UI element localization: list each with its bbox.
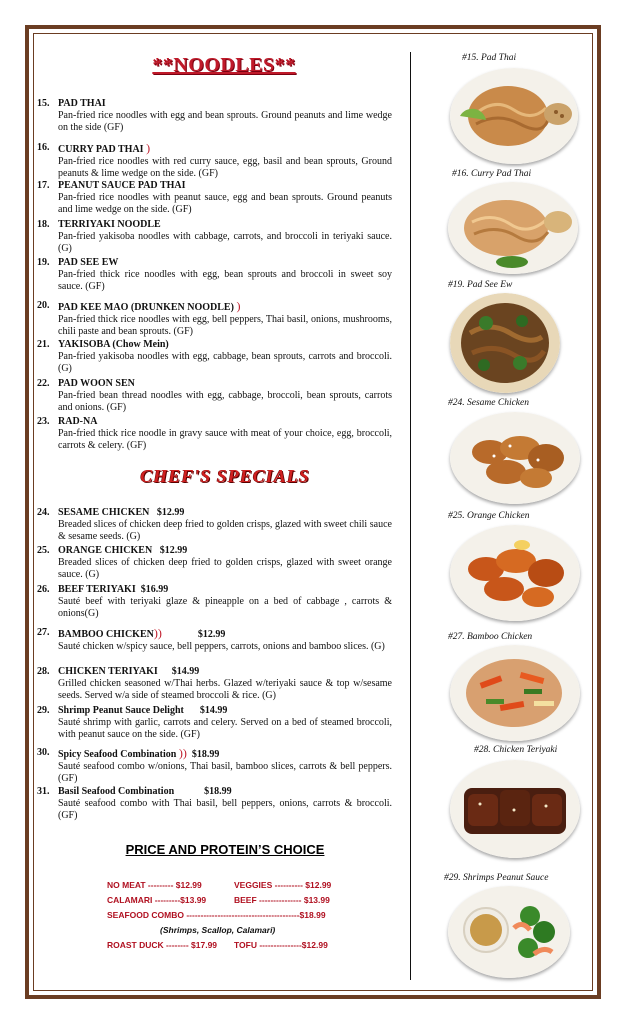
chili-pepper-icon: )): [178, 746, 187, 760]
menu-item-18: 18. TERRIYAKI NOODLE Pan-fried yakisoba noodles with cabbage, carrots, and broccoli in teriyaki sauce. (G): [37, 219, 392, 254]
item-description: Sauté chicken w/spicy sauce, bell peppers, carrots, onions and bamboo slices. (G): [58, 641, 385, 652]
price-heading: PRICE AND PROTEIN’S CHOICE: [125, 842, 325, 857]
price-roast-duck: ROAST DUCK -------- $17.99: [107, 940, 218, 950]
item-title: Basil Seafood Combination: [58, 786, 175, 797]
item-price: $14.99: [171, 666, 200, 677]
chefs-specials-heading: CHEF'S SPECIALS: [140, 466, 310, 486]
chicken-teriyaki-photo: [450, 760, 580, 858]
item-title: SESAME CHICKEN: [58, 507, 150, 518]
item-description: Pan-fried thick rice noodles with egg, bean sprouts and broccoli in sweet soy sauce. (GF): [58, 269, 392, 292]
noodles-heading: **NOODLES**: [152, 54, 296, 76]
price-beef: BEEF --------------- $13.99: [234, 895, 330, 905]
item-title: Spicy Seafood Combination: [58, 749, 177, 760]
item-description: Pan-fried rice noodles with egg and bean sprouts. Ground peanuts and lime wedge on the side (GF): [58, 110, 392, 133]
item-price: $18.99: [204, 786, 232, 797]
item-description: Pan-fried yakisoba noodles with cabbage, carrots, and broccoli in teriyaki sauce. (G): [58, 231, 392, 254]
menu-item-19: 19. PAD SEE EW Pan-fried thick rice noodles with egg, bean sprouts and broccoli in sweet soy sauce. (GF): [37, 257, 392, 292]
chili-pepper-icon: ): [236, 299, 241, 313]
price-no-meat: NO MEAT --------- $12.99: [107, 880, 202, 890]
item-description: Breaded slices of chicken deep fried to golden crisps, glazed with sweet chili sauce & sesame seeds. (G): [58, 519, 392, 542]
pad-see-ew-photo: [450, 293, 560, 393]
item-title: BEEF TERIYAKI: [58, 584, 136, 595]
menu-item-24: 24. SESAME CHICKEN $12.99 Breaded slices of chicken deep fried to golden crisps, glazed with sweet chili sauce & sesame seeds. (G): [37, 507, 392, 542]
menu-item-15: 15. PAD THAI Pan-fried rice noodles with egg and bean sprouts. Ground peanuts and lime wedge on the side (GF): [37, 98, 392, 133]
menu-item-17: 17. PEANUT SAUCE PAD THAI Pan-fried rice noodles with peanut sauce, egg and bean sprouts. Ground peanuts and lime wedge on the side. (GF): [37, 180, 392, 215]
item-description: Pan-fried rice noodles with peanut sauce, egg and bean sprouts. Ground peanuts and lime wedge on the side. (GF): [58, 192, 392, 215]
price-calamari: CALAMARI ---------$13.99: [107, 895, 207, 905]
item-description: Grilled chicken seasoned w/Thai herbs. Glazed w/teriyaki sauce & top w/sesame seeds. Served w/a side of steamed broccoli & rice. (G): [58, 678, 392, 701]
item-price: $12.99: [159, 545, 188, 556]
item-title: PAD WOON SEN: [58, 378, 135, 389]
chili-pepper-icon: ): [146, 141, 151, 155]
item-title: PAD SEE EW: [58, 257, 119, 268]
item-description: Sauté shrimp with garlic, carrots and celery. Served on a bed of steamed broccoli, with peanut sauce on the side. (GF): [58, 717, 392, 740]
item-price: $12.99: [197, 629, 226, 640]
curry-pad-thai-photo: [448, 182, 578, 274]
menu-item-27: 27. BAMBOO CHICKEN)) $12.99 Sauté chicken w/spicy sauce, bell peppers, carrots, onions and bamboo slices. (G): [37, 627, 392, 653]
menu-item-28: 28. CHICKEN TERIYAKI $14.99 Grilled chicken seasoned w/Thai herbs. Glazed w/teriyaki sauce & top w/sesame seeds. Served w/a side of steamed broccoli & rice. (G): [37, 666, 392, 701]
item-title: RAD-NA: [58, 416, 98, 427]
item-price: $18.99: [191, 749, 220, 760]
item-description: Pan-fried thick rice noodles with egg, bell peppers, Thai basil, onions, mushrooms, chili paste and bean sprouts. (GF): [58, 314, 392, 337]
bamboo-chicken-photo: [450, 645, 580, 741]
item-description: Pan-fried yakisoba noodles with egg, cabbage, bean sprouts, carrots and broccoli. (G): [58, 351, 392, 374]
item-title: PAD KEE MAO (DRUNKEN NOODLE): [58, 302, 234, 313]
column-divider: [410, 52, 411, 980]
menu-item-31: 31. Basil Seafood Combination $18.99 Sauté seafood combo with Thai basil, bell peppers, onions, carrots & broccoli. (GF): [37, 786, 392, 821]
item-price: $16.99: [140, 584, 169, 595]
menu-item-30: 30. Spicy Seafood Combination )) $18.99 Sauté seafood combo w/onions, Thai basil, bamboo slices, carrots & bell peppers. (GF): [37, 746, 392, 784]
item-description: Pan-fried rice noodles with red curry sauce, egg, basil and bean sprouts, Ground peanuts & lime wedge on the side. (GF): [58, 156, 392, 179]
item-description: Sauté beef with teriyaki glaze & pineapple on a bed of cabbage , carrots & onions(G): [58, 596, 392, 619]
menu-item-25: 25. ORANGE CHICKEN $12.99 Breaded slices of chicken deep fried to golden crisps, glazed with sweet orange sauce. (G): [37, 545, 392, 580]
item-title: CURRY PAD THAI: [58, 144, 144, 155]
item-title: BAMBOO CHICKEN: [58, 629, 154, 640]
chili-pepper-icon: )): [153, 626, 162, 640]
photo-caption: #16. Curry Pad Thai: [452, 169, 532, 179]
item-title: PAD THAI: [58, 98, 106, 109]
price-veggies: VEGGIES ---------- $12.99: [234, 880, 332, 890]
photo-caption: #24. Sesame Chicken: [448, 398, 529, 408]
item-price: $12.99: [156, 507, 185, 518]
menu-item-21: 21. YAKISOBA (Chow Mein) Pan-fried yakisoba noodles with egg, cabbage, bean sprouts, carrots and broccoli. (G): [37, 339, 392, 374]
item-title: TERRIYAKI NOODLE: [58, 219, 161, 230]
photo-caption: #27. Bamboo Chicken: [448, 632, 533, 642]
price-seafood-combo: SEAFOOD COMBO ----------------------------------------$18.99: [107, 910, 326, 920]
item-title: PEANUT SAUCE PAD THAI: [58, 180, 186, 191]
orange-chicken-photo: [450, 525, 580, 621]
pad-thai-photo: [450, 68, 578, 164]
menu-item-26: 26. BEEF TERIYAKI $16.99 Sauté beef with teriyaki glaze & pineapple on a bed of cabbage , carrots & onions(G): [37, 584, 392, 619]
item-title: Shrimp Peanut Sauce Delight: [58, 705, 184, 716]
menu-item-29: 29. Shrimp Peanut Sauce Delight $14.99 Sauté shrimp with garlic, carrots and celery. Served on a bed of steamed broccoli, with peanut sauce on the side. (GF): [37, 705, 392, 740]
menu-item-22: 22. PAD WOON SEN Pan-fried bean thread noodles with egg, cabbage, broccoli, bean sprouts, carrots and onions. (GF): [37, 378, 392, 413]
sesame-chicken-photo: [450, 412, 580, 504]
menu-item-16: 16. CURRY PAD THAI ) Pan-fried rice noodles with red curry sauce, egg, basil and bean sprouts, Ground peanuts & lime wedge on the side. (GF): [37, 141, 392, 179]
item-title: CHICKEN TERIYAKI: [58, 666, 158, 677]
menu-item-23: 23. RAD-NA Pan-fried thick rice noodle in gravy sauce with meat of your choice, egg, broccoli, carrots & celery. (GF): [37, 416, 392, 451]
seafood-combo-note: (Shrimps, Scallop, Calamari): [160, 925, 276, 935]
item-description: Sauté seafood combo with Thai basil, bell peppers, onions, carrots & broccoli. (GF): [58, 798, 392, 821]
item-title: YAKISOBA (Chow Mein): [58, 339, 169, 350]
photo-caption: #15. Pad Thai: [462, 53, 517, 63]
shrimp-peanut-sauce-photo: [448, 886, 570, 978]
photo-caption: #29. Shrimps Peanut Sauce: [444, 873, 549, 883]
price-tofu: TOFU ---------------$12.99: [234, 940, 328, 950]
photo-caption: #25. Orange Chicken: [448, 511, 530, 521]
item-description: Pan-fried thick rice noodle in gravy sauce with meat of your choice, egg, broccoli, carrots & celery. (GF): [58, 428, 392, 451]
item-price: $14.99: [199, 705, 228, 716]
photo-caption: #19. Pad See Ew: [448, 280, 513, 290]
menu-item-20: 20. PAD KEE MAO (DRUNKEN NOODLE) ) Pan-fried thick rice noodles with egg, bell peppers, Thai basil, onions, mushrooms, chili paste and bean sprouts. (GF): [37, 299, 392, 337]
item-title: ORANGE CHICKEN: [58, 545, 153, 556]
photo-caption: #28. Chicken Teriyaki: [474, 745, 558, 755]
item-description: Pan-fried bean thread noodles with egg, cabbage, broccoli, bean sprouts, carrots and onions. (GF): [58, 390, 392, 413]
item-description: Sauté seafood combo w/onions, Thai basil, bamboo slices, carrots & bell peppers. (GF): [58, 761, 392, 784]
item-description: Breaded slices of chicken deep fried to golden crisps, glazed with sweet orange sauce. (G): [58, 557, 392, 580]
